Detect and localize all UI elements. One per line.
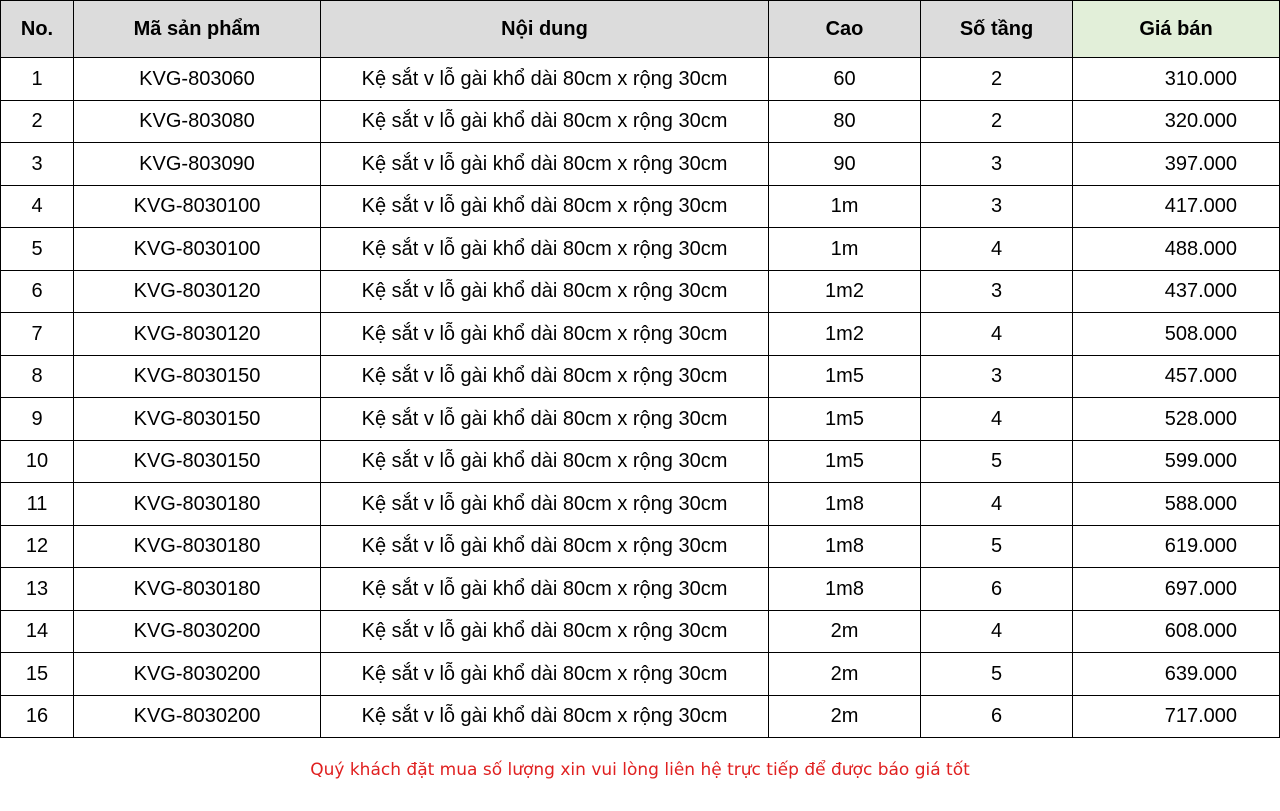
header-price: Giá bán	[1073, 1, 1280, 58]
cell-product-code: KVG-8030150	[74, 355, 321, 398]
table-row	[1, 100, 1280, 143]
cell-height: 1m2	[769, 313, 921, 356]
cell-price: 437.000	[1073, 270, 1280, 313]
cell-price: 417.000	[1073, 185, 1280, 228]
cell-price: 528.000	[1073, 398, 1280, 441]
cell-content: Kệ sắt v lỗ gài khổ dài 80cm x rộng 30cm	[321, 355, 769, 398]
cell-tiers: 4	[921, 228, 1073, 271]
table-row	[1, 695, 1280, 738]
cell-no: 16	[1, 695, 74, 738]
cell-tiers: 5	[921, 525, 1073, 568]
cell-product-code: KVG-8030200	[74, 610, 321, 653]
cell-no: 6	[1, 270, 74, 313]
cell-price: 599.000	[1073, 440, 1280, 483]
table-body	[1, 58, 1280, 738]
cell-tiers: 4	[921, 610, 1073, 653]
header-height: Cao	[769, 1, 921, 58]
cell-tiers: 3	[921, 355, 1073, 398]
cell-product-code: KVG-8030180	[74, 568, 321, 611]
cell-product-code: KVG-8030150	[74, 398, 321, 441]
cell-product-code: KVG-8030100	[74, 228, 321, 271]
cell-product-code: KVG-8030120	[74, 313, 321, 356]
cell-no: 9	[1, 398, 74, 441]
cell-height: 1m8	[769, 568, 921, 611]
cell-height: 1m5	[769, 398, 921, 441]
table-row	[1, 610, 1280, 653]
cell-price: 310.000	[1073, 58, 1280, 101]
cell-product-code: KVG-8030120	[74, 270, 321, 313]
cell-content: Kệ sắt v lỗ gài khổ dài 80cm x rộng 30cm	[321, 653, 769, 696]
cell-content: Kệ sắt v lỗ gài khổ dài 80cm x rộng 30cm	[321, 398, 769, 441]
cell-content: Kệ sắt v lỗ gài khổ dài 80cm x rộng 30cm	[321, 228, 769, 271]
table-row	[1, 398, 1280, 441]
cell-price: 320.000	[1073, 100, 1280, 143]
cell-tiers: 3	[921, 185, 1073, 228]
cell-tiers: 4	[921, 483, 1073, 526]
contact-note: Quý khách đặt mua số lượng xin vui lòng liên hệ trực tiếp để được báo giá tốt	[310, 760, 970, 780]
cell-tiers: 2	[921, 58, 1073, 101]
header-content: Nội dung	[321, 1, 769, 58]
cell-content: Kệ sắt v lỗ gài khổ dài 80cm x rộng 30cm	[321, 100, 769, 143]
cell-price: 588.000	[1073, 483, 1280, 526]
cell-content: Kệ sắt v lỗ gài khổ dài 80cm x rộng 30cm	[321, 270, 769, 313]
cell-product-code: KVG-8030200	[74, 695, 321, 738]
cell-height: 2m	[769, 695, 921, 738]
cell-height: 80	[769, 100, 921, 143]
table-row	[1, 653, 1280, 696]
cell-tiers: 6	[921, 568, 1073, 611]
cell-tiers: 3	[921, 143, 1073, 186]
cell-price: 457.000	[1073, 355, 1280, 398]
cell-tiers: 6	[921, 695, 1073, 738]
cell-height: 1m	[769, 228, 921, 271]
table-row	[1, 313, 1280, 356]
table-row	[1, 483, 1280, 526]
cell-tiers: 2	[921, 100, 1073, 143]
cell-product-code: KVG-8030100	[74, 185, 321, 228]
table-header-row	[1, 1, 1280, 58]
cell-no: 4	[1, 185, 74, 228]
cell-content: Kệ sắt v lỗ gài khổ dài 80cm x rộng 30cm	[321, 313, 769, 356]
table-row	[1, 185, 1280, 228]
cell-tiers: 4	[921, 398, 1073, 441]
cell-height: 90	[769, 143, 921, 186]
cell-content: Kệ sắt v lỗ gài khổ dài 80cm x rộng 30cm	[321, 185, 769, 228]
cell-no: 3	[1, 143, 74, 186]
cell-height: 1m5	[769, 355, 921, 398]
cell-content: Kệ sắt v lỗ gài khổ dài 80cm x rộng 30cm	[321, 695, 769, 738]
table-row	[1, 568, 1280, 611]
cell-product-code: KVG-8030150	[74, 440, 321, 483]
cell-height: 60	[769, 58, 921, 101]
cell-price: 697.000	[1073, 568, 1280, 611]
cell-content: Kệ sắt v lỗ gài khổ dài 80cm x rộng 30cm	[321, 483, 769, 526]
cell-price: 397.000	[1073, 143, 1280, 186]
cell-no: 15	[1, 653, 74, 696]
cell-tiers: 4	[921, 313, 1073, 356]
cell-content: Kệ sắt v lỗ gài khổ dài 80cm x rộng 30cm	[321, 568, 769, 611]
cell-height: 1m8	[769, 525, 921, 568]
cell-height: 1m8	[769, 483, 921, 526]
cell-price: 639.000	[1073, 653, 1280, 696]
cell-no: 8	[1, 355, 74, 398]
cell-no: 2	[1, 100, 74, 143]
table-row	[1, 58, 1280, 101]
cell-product-code: KVG-8030180	[74, 483, 321, 526]
cell-tiers: 5	[921, 440, 1073, 483]
cell-no: 1	[1, 58, 74, 101]
cell-no: 7	[1, 313, 74, 356]
header-no: No.	[1, 1, 74, 58]
cell-tiers: 5	[921, 653, 1073, 696]
cell-price: 488.000	[1073, 228, 1280, 271]
table-row	[1, 228, 1280, 271]
cell-content: Kệ sắt v lỗ gài khổ dài 80cm x rộng 30cm	[321, 58, 769, 101]
cell-product-code: KVG-8030180	[74, 525, 321, 568]
table-row	[1, 355, 1280, 398]
cell-content: Kệ sắt v lỗ gài khổ dài 80cm x rộng 30cm	[321, 610, 769, 653]
cell-tiers: 3	[921, 270, 1073, 313]
cell-content: Kệ sắt v lỗ gài khổ dài 80cm x rộng 30cm	[321, 440, 769, 483]
cell-no: 12	[1, 525, 74, 568]
cell-height: 1m2	[769, 270, 921, 313]
cell-no: 10	[1, 440, 74, 483]
cell-product-code: KVG-803060	[74, 58, 321, 101]
table-row	[1, 440, 1280, 483]
table-row	[1, 143, 1280, 186]
cell-height: 2m	[769, 610, 921, 653]
cell-price: 717.000	[1073, 695, 1280, 738]
cell-price: 608.000	[1073, 610, 1280, 653]
cell-no: 14	[1, 610, 74, 653]
cell-no: 11	[1, 483, 74, 526]
cell-no: 5	[1, 228, 74, 271]
cell-product-code: KVG-803080	[74, 100, 321, 143]
cell-height: 1m	[769, 185, 921, 228]
header-tiers: Số tầng	[921, 1, 1073, 58]
table-row	[1, 270, 1280, 313]
cell-no: 13	[1, 568, 74, 611]
cell-price: 619.000	[1073, 525, 1280, 568]
cell-height: 1m5	[769, 440, 921, 483]
header-product-code: Mã sản phẩm	[74, 1, 321, 58]
cell-content: Kệ sắt v lỗ gài khổ dài 80cm x rộng 30cm	[321, 525, 769, 568]
cell-price: 508.000	[1073, 313, 1280, 356]
cell-product-code: KVG-8030200	[74, 653, 321, 696]
cell-product-code: KVG-803090	[74, 143, 321, 186]
table-row	[1, 525, 1280, 568]
cell-height: 2m	[769, 653, 921, 696]
cell-content: Kệ sắt v lỗ gài khổ dài 80cm x rộng 30cm	[321, 143, 769, 186]
